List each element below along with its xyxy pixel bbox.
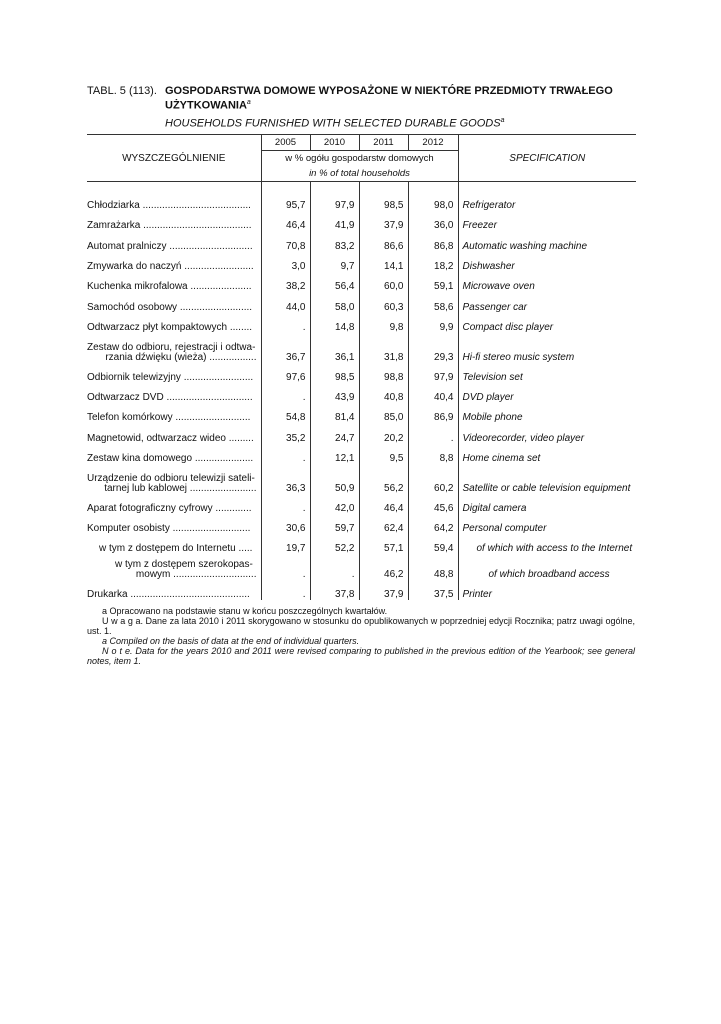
- table-body: [87, 182, 636, 601]
- cell-value-2012: 58,6: [408, 292, 458, 313]
- row-label-pl-line1: Telefon komórkowy ...........................: [87, 412, 251, 423]
- cell-value-2010: 59,7: [310, 514, 359, 534]
- cell-value-2011: 14,1: [359, 252, 408, 272]
- cell-value-2010: 24,7: [310, 423, 359, 444]
- row-label-pl: [87, 231, 261, 252]
- row-label-pl-line2: rzania dźwięku (wieża) .................: [105, 352, 257, 363]
- header-specification-pl: WYSZCZEGÓLNIENIE: [87, 135, 261, 182]
- row-label-pl: [87, 494, 261, 514]
- cell-value-2011: 62,4: [359, 514, 408, 534]
- polish-title-footnote-mark: a: [246, 99, 251, 106]
- row-label-pl-line1: Odbiornik telewizyjny .........................: [87, 372, 254, 383]
- cell-value-2005: .: [261, 444, 310, 464]
- cell-value-2011: 46,2: [359, 554, 408, 580]
- cell-value-2010: 58,0: [310, 292, 359, 313]
- row-label-pl-line1: Komputer osobisty ............................: [87, 523, 251, 534]
- row-label-pl: [87, 252, 261, 272]
- cell-value-2010: 36,1: [310, 333, 359, 363]
- cell-value-2005: 97,6: [261, 363, 310, 383]
- cell-value-2012: 18,2: [408, 252, 458, 272]
- cell-value-2005: .: [261, 580, 310, 600]
- cell-value-2005: 19,7: [261, 534, 310, 554]
- row-label-pl-line1: Samochód osobowy ..........................: [87, 302, 253, 313]
- footnote-a-en: a Compiled on the basis of data at the end of individual quarters.: [102, 636, 360, 646]
- row-label-en: Hi-fi stereo music system: [462, 352, 575, 363]
- row-label-en: of which broadband access: [488, 569, 610, 580]
- row-label-pl: [87, 313, 261, 333]
- row-label-pl-line1: Chłodziarka .......................................: [87, 200, 251, 211]
- row-label-en: of which with access to the Internet: [476, 543, 633, 554]
- cell-value-2005: 95,7: [261, 190, 310, 211]
- cell-value-2012: 29,3: [408, 333, 458, 363]
- cell-value-2012: 97,9: [408, 363, 458, 383]
- row-label-pl-line1: w tym z dostępem szerokopas-: [115, 559, 253, 570]
- cell-value-2010: 83,2: [310, 231, 359, 252]
- row-label-pl-line1: w tym z dostępem do Internetu .....: [99, 543, 253, 554]
- cell-value-2010: 14,8: [310, 313, 359, 333]
- table-row: [87, 444, 636, 464]
- row-label-pl-line1: Zamrażarka .......................................: [87, 220, 252, 231]
- table-row: [87, 333, 636, 363]
- cell-value-2005: 54,8: [261, 403, 310, 423]
- cell-value-2005: 36,3: [261, 464, 310, 494]
- header-year-2012: 2012: [408, 135, 458, 151]
- header-year-2010: 2010: [310, 135, 359, 151]
- cell-value-2012: 59,1: [408, 272, 458, 292]
- row-label-pl: [87, 190, 261, 211]
- row-label-en: Compact disc player: [462, 322, 554, 333]
- row-label-en: Television set: [462, 372, 523, 383]
- cell-value-2005: .: [261, 494, 310, 514]
- cell-value-2010: 52,2: [310, 534, 359, 554]
- row-label-en: Mobile phone: [462, 412, 523, 423]
- cell-value-2012: 45,6: [408, 494, 458, 514]
- table-row: [87, 580, 636, 600]
- cell-value-2011: 98,5: [359, 190, 408, 211]
- row-label-en: DVD player: [462, 392, 514, 403]
- table-row: [87, 383, 636, 403]
- header-specification-en: SPECIFICATION: [458, 135, 636, 182]
- cell-value-2005: 3,0: [261, 252, 310, 272]
- row-label-pl: [87, 514, 261, 534]
- row-label-pl-line1: Magnetowid, odtwarzacz wideo .........: [87, 433, 254, 444]
- row-label-pl-line1: Zmywarka do naczyń .........................: [87, 261, 254, 272]
- cell-value-2012: 40,4: [408, 383, 458, 403]
- english-title-text: HOUSEHOLDS FURNISHED WITH SELECTED DURABLE GOODS: [165, 117, 501, 130]
- cell-value-2005: 30,6: [261, 514, 310, 534]
- cell-value-2010: 81,4: [310, 403, 359, 423]
- cell-value-2011: 40,8: [359, 383, 408, 403]
- row-label-en: Freezer: [462, 220, 497, 231]
- cell-value-2012: 86,9: [408, 403, 458, 423]
- cell-value-2011: 46,4: [359, 494, 408, 514]
- cell-value-2005: 44,0: [261, 292, 310, 313]
- footnotes: [87, 606, 635, 666]
- row-label-pl: [87, 534, 261, 554]
- row-label-pl: [87, 403, 261, 423]
- cell-value-2011: 98,8: [359, 363, 408, 383]
- cell-value-2012: 98,0: [408, 190, 458, 211]
- english-title-footnote-mark: a: [500, 116, 505, 124]
- cell-value-2011: 56,2: [359, 464, 408, 494]
- table-row: [87, 423, 636, 444]
- cell-value-2005: .: [261, 383, 310, 403]
- row-label-en: Digital camera: [462, 503, 527, 514]
- cell-value-2005: 46,4: [261, 211, 310, 231]
- header-year-2011: 2011: [359, 135, 408, 151]
- cell-value-2011: 20,2: [359, 423, 408, 444]
- table-row: [87, 554, 636, 580]
- cell-value-2005: 36,7: [261, 333, 310, 363]
- cell-value-2012: 48,8: [408, 554, 458, 580]
- row-label-pl: [87, 580, 261, 600]
- header-year-2005: 2005: [261, 135, 310, 151]
- cell-value-2005: .: [261, 554, 310, 580]
- cell-value-2010: 41,9: [310, 211, 359, 231]
- table-row: [87, 514, 636, 534]
- table-title: [87, 86, 647, 129]
- row-label-pl-line1: Zestaw kina domowego .....................: [87, 453, 254, 464]
- table-row: [87, 231, 636, 252]
- row-label-en: Videorecorder, video player: [462, 433, 585, 444]
- cell-value-2011: 31,8: [359, 333, 408, 363]
- cell-value-2005: .: [261, 313, 310, 333]
- row-label-pl-line1: Odtwarzacz DVD ...............................: [87, 392, 253, 403]
- cell-value-2012: 60,2: [408, 464, 458, 494]
- cell-value-2011: 60,0: [359, 272, 408, 292]
- polish-title-line2: UŻYTKOWANIA: [165, 99, 247, 112]
- row-label-en: Microwave oven: [462, 281, 535, 292]
- table-row: [87, 313, 636, 333]
- table-row: [87, 363, 636, 383]
- row-label-pl: [87, 464, 261, 494]
- row-label-en: Refrigerator: [462, 200, 516, 211]
- footnote-a-pl: a Opracowano na podstawie stanu w końcu poszczególnych kwartałów.: [102, 606, 388, 616]
- table-row: [87, 252, 636, 272]
- cell-value-2012: 36,0: [408, 211, 458, 231]
- row-label-pl-line1: Odtwarzacz płyt kompaktowych ........: [87, 322, 253, 333]
- row-label-pl: [87, 272, 261, 292]
- cell-value-2011: 9,8: [359, 313, 408, 333]
- cell-value-2012: 86,8: [408, 231, 458, 252]
- row-label-pl: [87, 383, 261, 403]
- note-en: N o t e. Data for the years 2010 and 2011 were revised comparing to published in the previous edition of the Yearbook; see general notes, item 1.: [87, 646, 635, 666]
- cell-value-2012: 37,5: [408, 580, 458, 600]
- row-label-en: Printer: [462, 589, 492, 600]
- cell-value-2011: 37,9: [359, 580, 408, 600]
- cell-value-2012: 8,8: [408, 444, 458, 464]
- cell-value-2011: 86,6: [359, 231, 408, 252]
- table-row: [87, 494, 636, 514]
- row-label-pl-line2: tarnej lub kablowej ........................: [104, 483, 257, 494]
- cell-value-2012: .: [408, 423, 458, 444]
- cell-value-2012: 9,9: [408, 313, 458, 333]
- cell-value-2011: 85,0: [359, 403, 408, 423]
- cell-value-2011: 37,9: [359, 211, 408, 231]
- table-row: [87, 403, 636, 423]
- table-row: [87, 190, 636, 211]
- row-label-en: Passenger car: [462, 302, 527, 313]
- english-title: [165, 117, 647, 130]
- cell-value-2010: 12,1: [310, 444, 359, 464]
- cell-value-2010: 37,8: [310, 580, 359, 600]
- cell-value-2011: 9,5: [359, 444, 408, 464]
- table-row: [87, 292, 636, 313]
- header-unit-en: in % of total households: [261, 166, 458, 182]
- row-label-pl: [87, 333, 261, 363]
- cell-value-2010: 9,7: [310, 252, 359, 272]
- row-label-pl-line1: Drukarka ...........................................: [87, 589, 250, 600]
- row-label-pl-line1: Urządzenie do odbioru telewizji sateli-: [87, 473, 255, 484]
- cell-value-2010: 42,0: [310, 494, 359, 514]
- cell-value-2010: .: [310, 554, 359, 580]
- row-label-pl-line2: mowym ..............................: [135, 569, 257, 580]
- row-label-pl-line1: Kuchenka mikrofalowa ......................: [87, 281, 252, 292]
- cell-value-2010: 97,9: [310, 190, 359, 211]
- cell-value-2012: 59,4: [408, 534, 458, 554]
- table-row: [87, 534, 636, 554]
- cell-value-2010: 50,9: [310, 464, 359, 494]
- row-label-pl: [87, 211, 261, 231]
- data-table: [87, 134, 636, 600]
- row-label-en: Personal computer: [462, 523, 547, 534]
- row-label-pl: [87, 423, 261, 444]
- table-row: [87, 464, 636, 494]
- cell-value-2011: 60,3: [359, 292, 408, 313]
- cell-value-2010: 43,9: [310, 383, 359, 403]
- polish-title-line1: GOSPODARSTWA DOMOWE WYPOSAŻONE W NIEKTÓRE PRZEDMIOTY TRWAŁEGO: [165, 85, 613, 97]
- cell-value-2011: 57,1: [359, 534, 408, 554]
- polish-title: [165, 86, 635, 112]
- cell-value-2005: 35,2: [261, 423, 310, 444]
- row-label-pl-line1: Zestaw do odbioru, rejestracji i odtwa-: [87, 342, 256, 353]
- cell-value-2010: 56,4: [310, 272, 359, 292]
- header-unit-pl: w % ogółu gospodarstw domowych: [261, 151, 458, 167]
- row-label-pl: [87, 554, 261, 580]
- table-row: [87, 272, 636, 292]
- note-pl: U w a g a. Dane za lata 2010 i 2011 skorygowano w stosunku do opublikowanych w poprzedniej edycji Rocznika; patrz uwagi ogólne, ust. 1.: [87, 616, 635, 636]
- row-label-pl: [87, 363, 261, 383]
- row-label-pl-line1: Aparat fotograficzny cyfrowy .............: [87, 503, 252, 514]
- row-label-en: Home cinema set: [462, 453, 541, 464]
- cell-value-2012: 64,2: [408, 514, 458, 534]
- row-label-pl: [87, 292, 261, 313]
- row-label-pl: [87, 444, 261, 464]
- row-label-en: Dishwasher: [462, 261, 515, 272]
- table-row: [87, 211, 636, 231]
- cell-value-2010: 98,5: [310, 363, 359, 383]
- row-label-en: Satellite or cable television equipment: [462, 483, 631, 494]
- row-label-en: Automatic washing machine: [462, 241, 588, 252]
- row-label-pl-line1: Automat pralniczy ..............................: [87, 241, 253, 252]
- table-number: TABL. 5 (113).: [87, 85, 157, 97]
- cell-value-2005: 38,2: [261, 272, 310, 292]
- cell-value-2005: 70,8: [261, 231, 310, 252]
